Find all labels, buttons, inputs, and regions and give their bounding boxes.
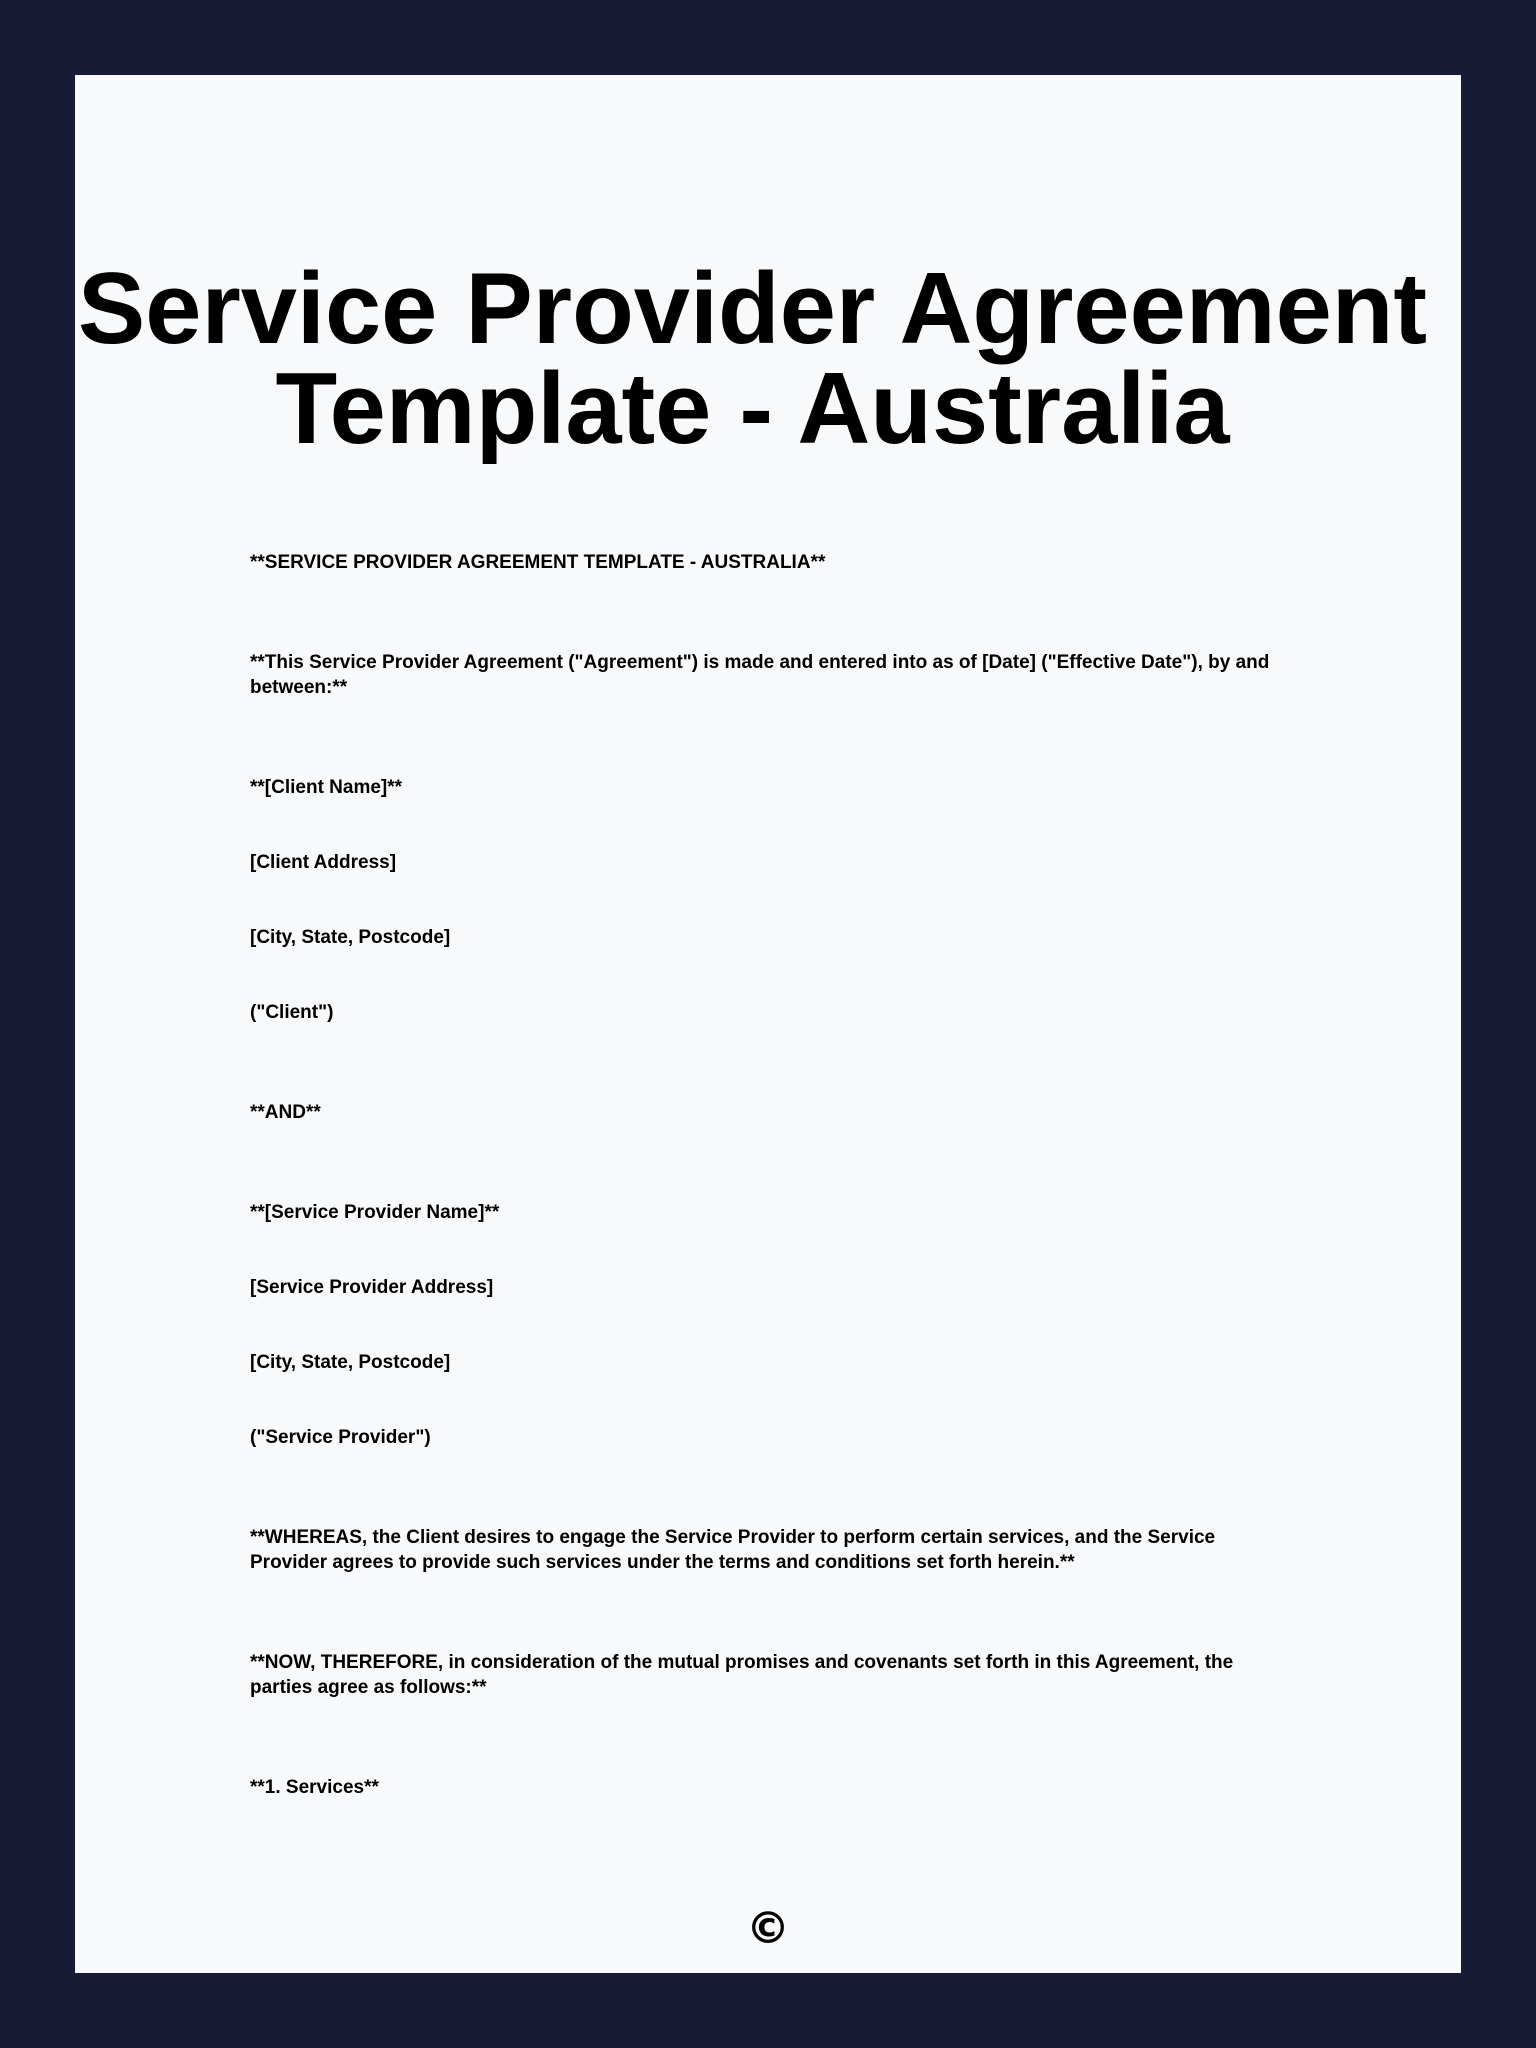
document-title: Service Provider Agreement Template - Australia: [77, 253, 1428, 465]
service-provider-city-state-postcode: [City, State, Postcode]: [250, 1352, 451, 1373]
doc-heading: **SERVICE PROVIDER AGREEMENT TEMPLATE - AUSTRALIA**: [250, 552, 826, 573]
now-therefore-clause: **NOW, THEREFORE, in consideration of the mutual promises and covenants set forth in this Agreement, the parties agree as follows:**: [250, 1652, 1234, 1698]
document-page: [75, 75, 1461, 1973]
and-separator: **AND**: [250, 1102, 321, 1123]
client-name: **[Client Name]**: [250, 777, 403, 798]
document-body: [250, 550, 1282, 1800]
whereas-clause: **WHEREAS, the Client desires to engage the Service Provider to perform certain services, and the Service Provider agrees to provide such services under the terms and conditions set forth herein.**: [250, 1527, 1216, 1573]
service-provider-label: ("Service Provider"): [250, 1427, 431, 1448]
intro-paragraph: **This Service Provider Agreement ("Agreement") is made and entered into as of [Date] ("Effective Date"), by and between:**: [250, 652, 1270, 698]
service-provider-address: [Service Provider Address]: [250, 1277, 494, 1298]
section-heading-services: **1. Services**: [250, 1777, 379, 1798]
client-city-state-postcode: [City, State, Postcode]: [250, 927, 451, 948]
client-label: ("Client"): [250, 1002, 334, 1023]
service-provider-name: **[Service Provider Name]**: [250, 1202, 500, 1223]
client-address: [Client Address]: [250, 852, 397, 873]
copyright-icon: ©: [746, 1903, 790, 1954]
